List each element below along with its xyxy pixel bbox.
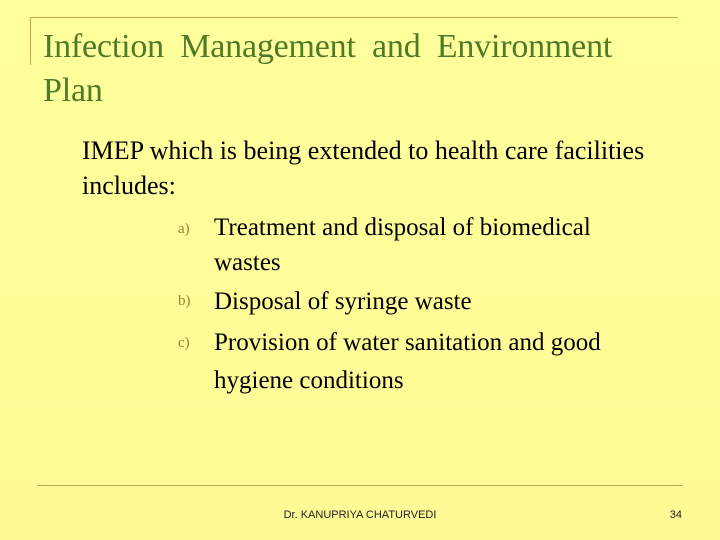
slide-title: Infection Management and Environment Plan [43, 28, 613, 109]
list-item-text: Treatment and disposal of biomedical wastes [214, 214, 591, 276]
list-marker: b) [178, 293, 191, 309]
footer-author: Dr. KANUPRIYA CHATURVEDI [283, 509, 437, 521]
list-marker: a) [178, 221, 190, 237]
footer-divider [37, 485, 683, 486]
list-item-text: Disposal of syringe waste [214, 288, 472, 315]
title-frame-top-line [30, 17, 678, 18]
list-marker: c) [178, 335, 190, 351]
page-number: 34 [669, 509, 682, 521]
intro-text: IMEP which is being extended to health care facilities includes: [82, 136, 645, 200]
list-item-text: Provision of water sanitation and good hygiene conditions [214, 329, 601, 394]
title-frame-left-line [30, 17, 31, 65]
